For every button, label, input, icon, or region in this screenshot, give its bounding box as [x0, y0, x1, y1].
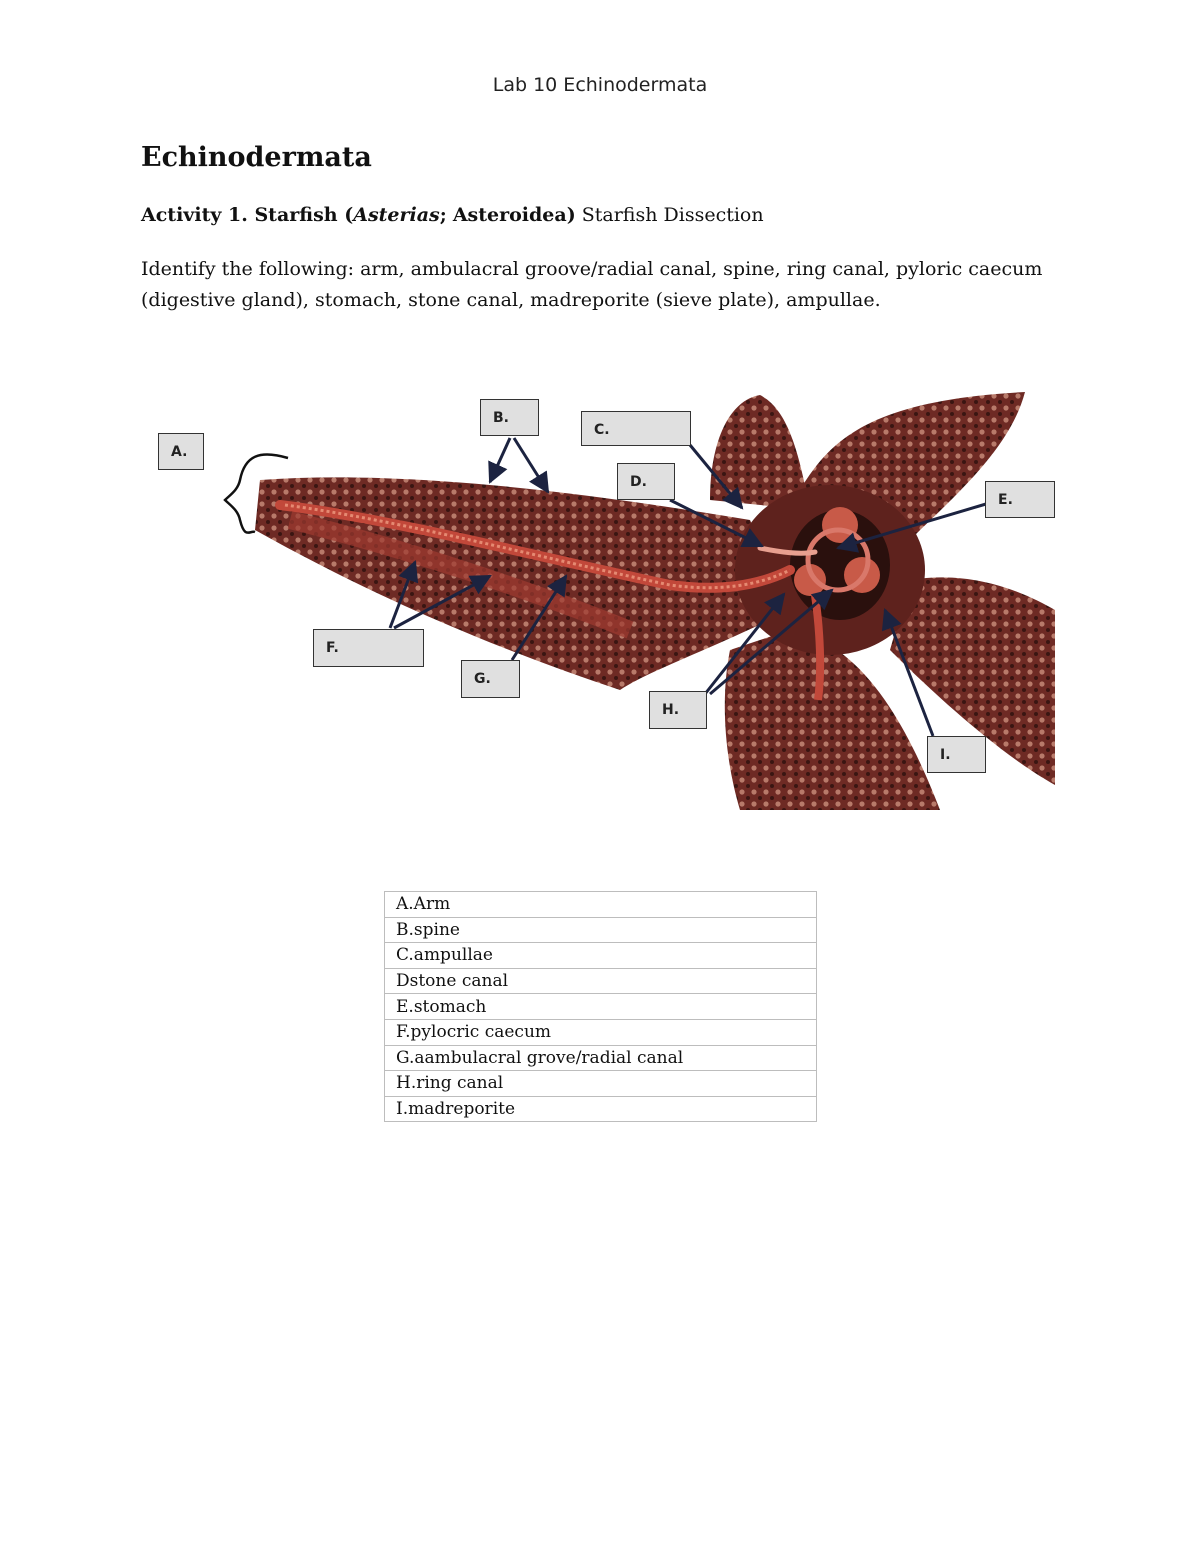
answer-cell: H.ring canal [385, 1071, 817, 1097]
label-box-e: E. [985, 481, 1055, 518]
label-box-f: F. [313, 629, 424, 667]
table-row [385, 892, 817, 918]
activity-heading [141, 204, 764, 226]
table-row [385, 943, 817, 969]
answer-cell: E.stomach [385, 994, 817, 1020]
stomach-lobe [822, 507, 858, 543]
label-box-d: D. [617, 463, 675, 500]
table-row [385, 1096, 817, 1122]
table-row [385, 1019, 817, 1045]
table-row [385, 968, 817, 994]
running-header: Lab 10 Echinodermata [492, 74, 708, 96]
activity-prefix: Activity 1. Starfish ( [141, 204, 354, 226]
arrow-b1 [490, 438, 510, 482]
arrow-b2 [514, 438, 548, 492]
label-box-h: H. [649, 691, 707, 729]
answer-cell: B.spine [385, 917, 817, 943]
label-box-b: B. [480, 399, 539, 436]
instructions-line-1: Identify the following: arm, ambulacral groove/radial canal, spine, ring canal, pyloric caecum [141, 258, 1043, 280]
table-row [385, 917, 817, 943]
table-row [385, 994, 817, 1020]
starfish-dissection-figure [150, 380, 1060, 820]
activity-genus: Asterias [353, 204, 440, 226]
instructions-line-2: (digestive gland), stomach, stone canal, madreporite (sieve plate), ampullae. [141, 289, 881, 311]
activity-class: Asteroidea) [452, 204, 576, 226]
table-row [385, 1071, 817, 1097]
table-row [385, 1045, 817, 1071]
label-box-c: C. [581, 411, 691, 446]
label-box-i: I. [927, 736, 986, 773]
answer-cell: C.ampullae [385, 943, 817, 969]
answer-table [384, 891, 817, 1122]
label-box-g: G. [461, 660, 520, 698]
label-box-a: A. [158, 433, 204, 470]
activity-suffix: Starfish Dissection [581, 204, 764, 226]
answer-cell: G.aambulacral grove/radial canal [385, 1045, 817, 1071]
answer-cell: A.Arm [385, 892, 817, 918]
activity-separator: ; [439, 204, 447, 226]
answer-cell: I.madreporite [385, 1096, 817, 1122]
page-title: Echinodermata [141, 142, 372, 173]
answer-cell: Dstone canal [385, 968, 817, 994]
answer-cell: F.pylocric caecum [385, 1019, 817, 1045]
instructions [141, 254, 1061, 316]
